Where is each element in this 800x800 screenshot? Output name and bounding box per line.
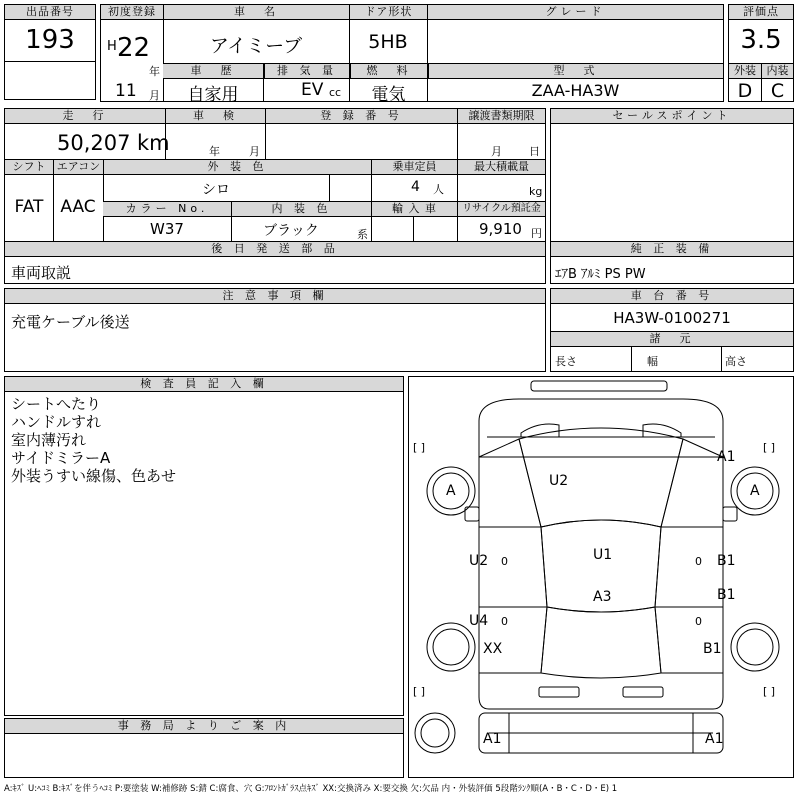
car-diagram <box>409 377 793 777</box>
interior-label: 内装 <box>762 64 793 79</box>
lot-number-label: 出品番号 <box>5 5 95 20</box>
chassis-number: HA3W-0100271 <box>613 309 731 327</box>
int-color: ブラック <box>263 223 319 239</box>
transfer-label: 譲渡書類期限 <box>457 109 545 124</box>
mark-windshield: U1 <box>593 547 613 563</box>
reg-no-label: 登 録 番 号 <box>265 109 457 124</box>
reg-month: 11 <box>115 81 137 101</box>
notes-label: 注 意 事 項 欄 <box>5 289 545 304</box>
transfer-month-unit: 月 <box>491 145 502 158</box>
car-name-label: 車 名 <box>163 5 349 20</box>
bracket-2: [ ] <box>763 441 776 454</box>
inspector-comment-line: 外装うすい線傷、色あせ <box>11 467 177 485</box>
width-label: 幅 <box>647 355 658 368</box>
first-reg-label: 初度登録 <box>101 5 163 20</box>
ext-color: シロ <box>202 182 230 198</box>
bracket-3: [ ] <box>413 685 426 698</box>
ext-color-label: 外 装 色 <box>103 160 371 175</box>
exterior-grade: D <box>737 80 753 102</box>
later-parts-label: 後 日 発 送 部 品 <box>5 242 545 257</box>
equipment-label: 純 正 装 備 <box>551 242 793 257</box>
score-box <box>728 4 794 102</box>
mark-roof: U2 <box>549 473 569 489</box>
equipment: ｴｱB ｱﾙﾐ PS PW <box>555 267 646 282</box>
recycle-label: リサイクル預託金 <box>457 202 545 217</box>
mark-front-tire-right: A <box>750 483 760 499</box>
transfer-day-unit: 日 <box>529 145 540 158</box>
zero-mark-1: 0 <box>501 555 508 568</box>
length-label: 長さ <box>555 355 577 368</box>
shift: FAT <box>14 197 44 217</box>
notes-text: 充電ケーブル後送 <box>11 313 130 331</box>
recycle-fee: 9,910 <box>479 220 522 238</box>
inspector-comment-line: サイドミラーA <box>11 449 111 467</box>
mark-left-front-door: U2 <box>469 553 489 569</box>
mark-hood: A3 <box>593 589 612 605</box>
sales-points-box <box>550 108 794 284</box>
interior-grade: C <box>770 80 785 102</box>
inspector-comment-line: 室内薄汚れ <box>11 431 87 449</box>
capacity-unit: 人 <box>433 183 444 196</box>
capacity: 4 <box>411 179 420 195</box>
details-box <box>4 108 546 284</box>
zero-mark-3: 0 <box>695 555 702 568</box>
office-box <box>4 718 404 778</box>
displacement: EV <box>301 80 324 100</box>
model-code: ZAA-HA3W <box>531 81 620 100</box>
grade-label: グレード <box>427 5 723 20</box>
shift-label: シフト <box>5 160 53 175</box>
month-unit: 月 <box>149 89 160 102</box>
capacity-label: 乗車定員 <box>371 160 457 175</box>
mark-rear-bumper-right: A1 <box>705 731 724 747</box>
max-load-unit: kg <box>529 185 543 198</box>
year-unit: 年 <box>149 65 160 78</box>
history: 自家用 <box>187 85 239 105</box>
overall-score: 3.5 <box>740 25 782 55</box>
mark-right-rear-fender: B1 <box>703 641 722 657</box>
reg-year: 22 <box>117 33 151 63</box>
mark-left-rear-door: U4 <box>469 613 489 629</box>
inspector-box <box>4 376 404 716</box>
ac-label: エアコン <box>53 160 103 175</box>
int-color-unit: 系 <box>357 228 368 241</box>
inspection-year-unit: 年 <box>209 145 220 158</box>
chassis-box <box>550 288 794 372</box>
height-label: 高さ <box>725 355 747 368</box>
bracket-4: [ ] <box>763 685 776 698</box>
color-no: W37 <box>150 220 184 238</box>
history-label: 車 歴 <box>163 64 263 79</box>
model-label: 型 式 <box>428 64 723 79</box>
damage-diagram-box <box>408 376 794 778</box>
recycle-unit: 円 <box>531 227 542 240</box>
era: H <box>107 39 117 54</box>
mark-rear-bumper-left: A1 <box>483 731 502 747</box>
doors-label: ドア形状 <box>349 5 427 20</box>
fuel: 電気 <box>371 85 406 105</box>
car-name: アイミーブ <box>209 35 303 57</box>
mark-right-front-fender: A1 <box>717 449 736 465</box>
exterior-label: 外装 <box>729 64 761 79</box>
fuel-label: 燃 料 <box>350 64 427 79</box>
inspection-month-unit: 月 <box>249 145 260 158</box>
mileage-unit: km <box>137 131 170 155</box>
doors: 5HB <box>368 31 408 53</box>
mark-right-rear-door: B1 <box>717 587 736 603</box>
import-label: 輸 入 車 <box>371 202 457 217</box>
int-color-label: 内 装 色 <box>231 202 371 217</box>
score-label: 評価点 <box>729 5 793 20</box>
mileage-value: 50,207 <box>57 131 131 155</box>
inspector-label: 検 査 員 記 入 欄 <box>5 377 403 392</box>
inspection-label: 車 検 <box>165 109 265 124</box>
legend: A:ｷｽﾞ U:ﾍｺﾐ B:ｷｽﾞを伴うﾍｺﾐ P:要塗装 W:補修跡 S:錆 C:腐食、穴 G:ﾌﾛﾝﾄｶﾞﾗｽ点ｷｽﾞ XX:交換済み X:要交換 欠:欠品 内・外装評価 5段階ﾗﾝｸ順(A・B・C・D・E) 1 <box>4 784 618 794</box>
zero-mark-4: 0 <box>695 615 702 628</box>
sales-points-label: セールスポイント <box>551 109 793 124</box>
displacement-label: 排 気 量 <box>264 64 349 79</box>
lot-number: 193 <box>25 25 75 55</box>
mileage-label: 走 行 <box>5 109 165 124</box>
inspector-comment-line: シートへたり <box>11 395 102 413</box>
mark-left-rear-fender: XX <box>483 641 503 657</box>
color-no-label: カラー No. <box>103 202 231 217</box>
mark-right-front-door: B1 <box>717 553 736 569</box>
notes-box <box>4 288 546 372</box>
dimensions-label: 諸 元 <box>551 332 793 347</box>
chassis-label: 車 台 番 号 <box>551 289 793 304</box>
zero-mark-2: 0 <box>501 615 508 628</box>
max-load-label: 最大積載量 <box>457 160 545 175</box>
bracket-1: [ ] <box>413 441 426 454</box>
displacement-unit: cc <box>329 86 342 99</box>
vehicle-header-box <box>100 4 724 105</box>
ac: AAC <box>60 197 96 217</box>
later-parts: 車両取説 <box>11 264 72 282</box>
lot-number-box <box>4 4 96 100</box>
inspector-comment-line: ハンドルすれ <box>11 413 102 431</box>
inspector-comments <box>11 395 176 485</box>
office-label: 事 務 局 よ り ご 案 内 <box>5 719 403 734</box>
mark-front-tire-left: A <box>446 483 456 499</box>
